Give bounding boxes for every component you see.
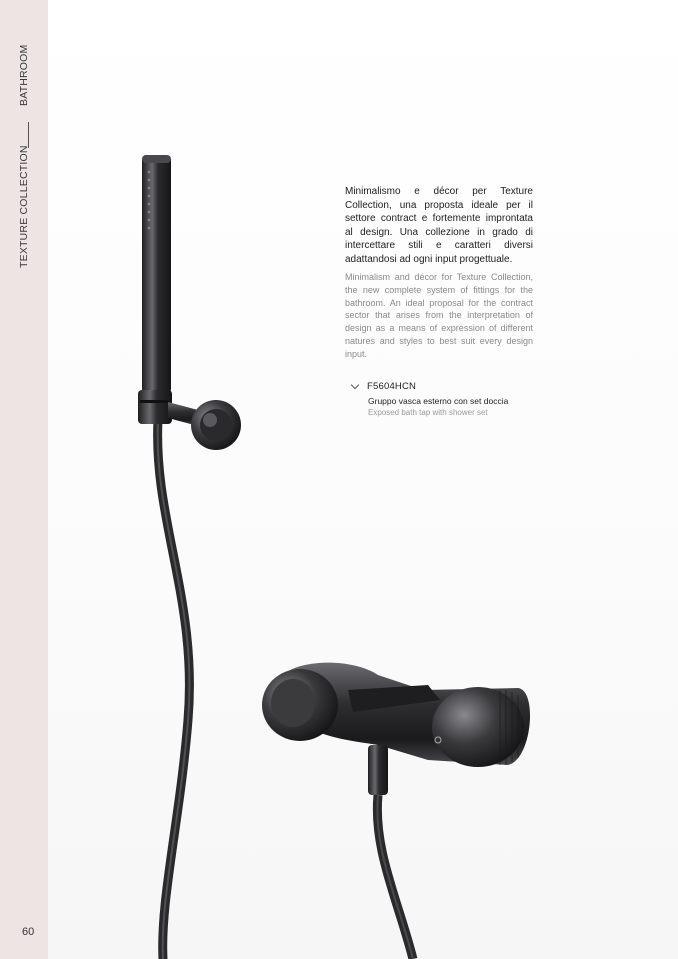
product-code: F5604HCN xyxy=(367,381,417,392)
section-label: BATHROOM xyxy=(18,44,30,106)
chevron-down-icon xyxy=(351,381,359,389)
product-photo xyxy=(48,0,678,959)
product-code-row xyxy=(352,381,416,392)
sidebar xyxy=(0,0,48,959)
sidebar-divider xyxy=(28,122,29,148)
page-number: 60 xyxy=(22,926,35,938)
product-description-english: Exposed bath tap with shower set xyxy=(368,408,488,417)
intro-italian: Minimalismo e décor per Texture Collection, una proposta ideale per il settore contract e fortemente improntata al design. Una collezione in grado di intercettare stili e caratteri diversi adattandosi ad ogni input progettuale. xyxy=(345,186,533,265)
intro-english: Minimalism and décor for Texture Collection, the new complete system of fittings for the bathroom. An ideal proposal for the contract sector that arises from the interpretation of design as a means of expression of different natures and styles to best suit every design input. xyxy=(345,272,533,359)
product-description-italian: Gruppo vasca esterno con set doccia xyxy=(368,396,509,406)
collection-label: TEXTURE COLLECTION xyxy=(18,145,30,268)
hand-shower xyxy=(142,155,171,395)
